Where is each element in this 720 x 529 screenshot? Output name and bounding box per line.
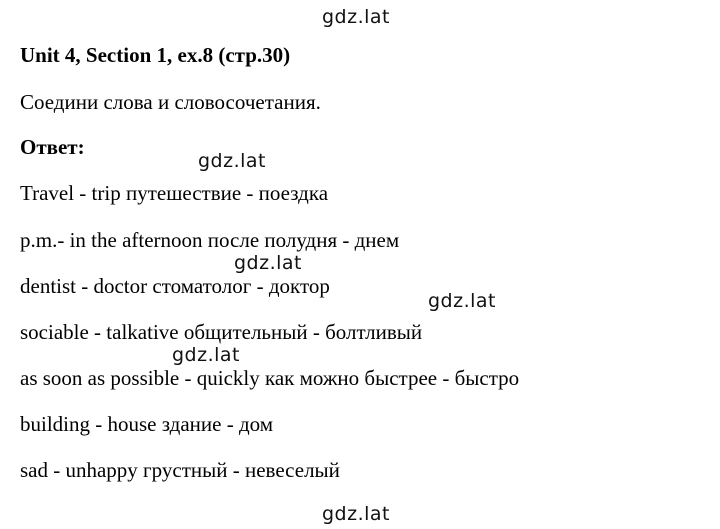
watermark: gdz.lat (234, 252, 303, 274)
watermark: gdz.lat (428, 290, 497, 312)
watermark: gdz.lat (172, 344, 241, 366)
instruction-text: Соедини слова и словосочетания. (20, 90, 321, 114)
word-pair-line: as soon as possible - quickly как можно быстрее - быстро (20, 366, 520, 390)
word-pair-line: sociable - talkative общительный - болтливый (20, 320, 423, 344)
watermark: gdz.lat (322, 503, 391, 525)
word-pair-line: sad - unhappy грустный - невеселый (20, 458, 340, 482)
exercise-heading: Unit 4, Section 1, ex.8 (стр.30) (20, 43, 291, 67)
word-pair-line: building - house здание - дом (20, 412, 274, 436)
word-pair-line: dentist - doctor стоматолог - доктор (20, 274, 330, 298)
watermark: gdz.lat (198, 150, 267, 172)
word-pair-line: Travel - trip путешествие - поездка (20, 181, 329, 205)
watermark: gdz.lat (322, 6, 391, 28)
word-pair-line: p.m.- in the afternoon после полудня - днем (20, 228, 400, 252)
answer-label: Ответ: (20, 135, 85, 159)
